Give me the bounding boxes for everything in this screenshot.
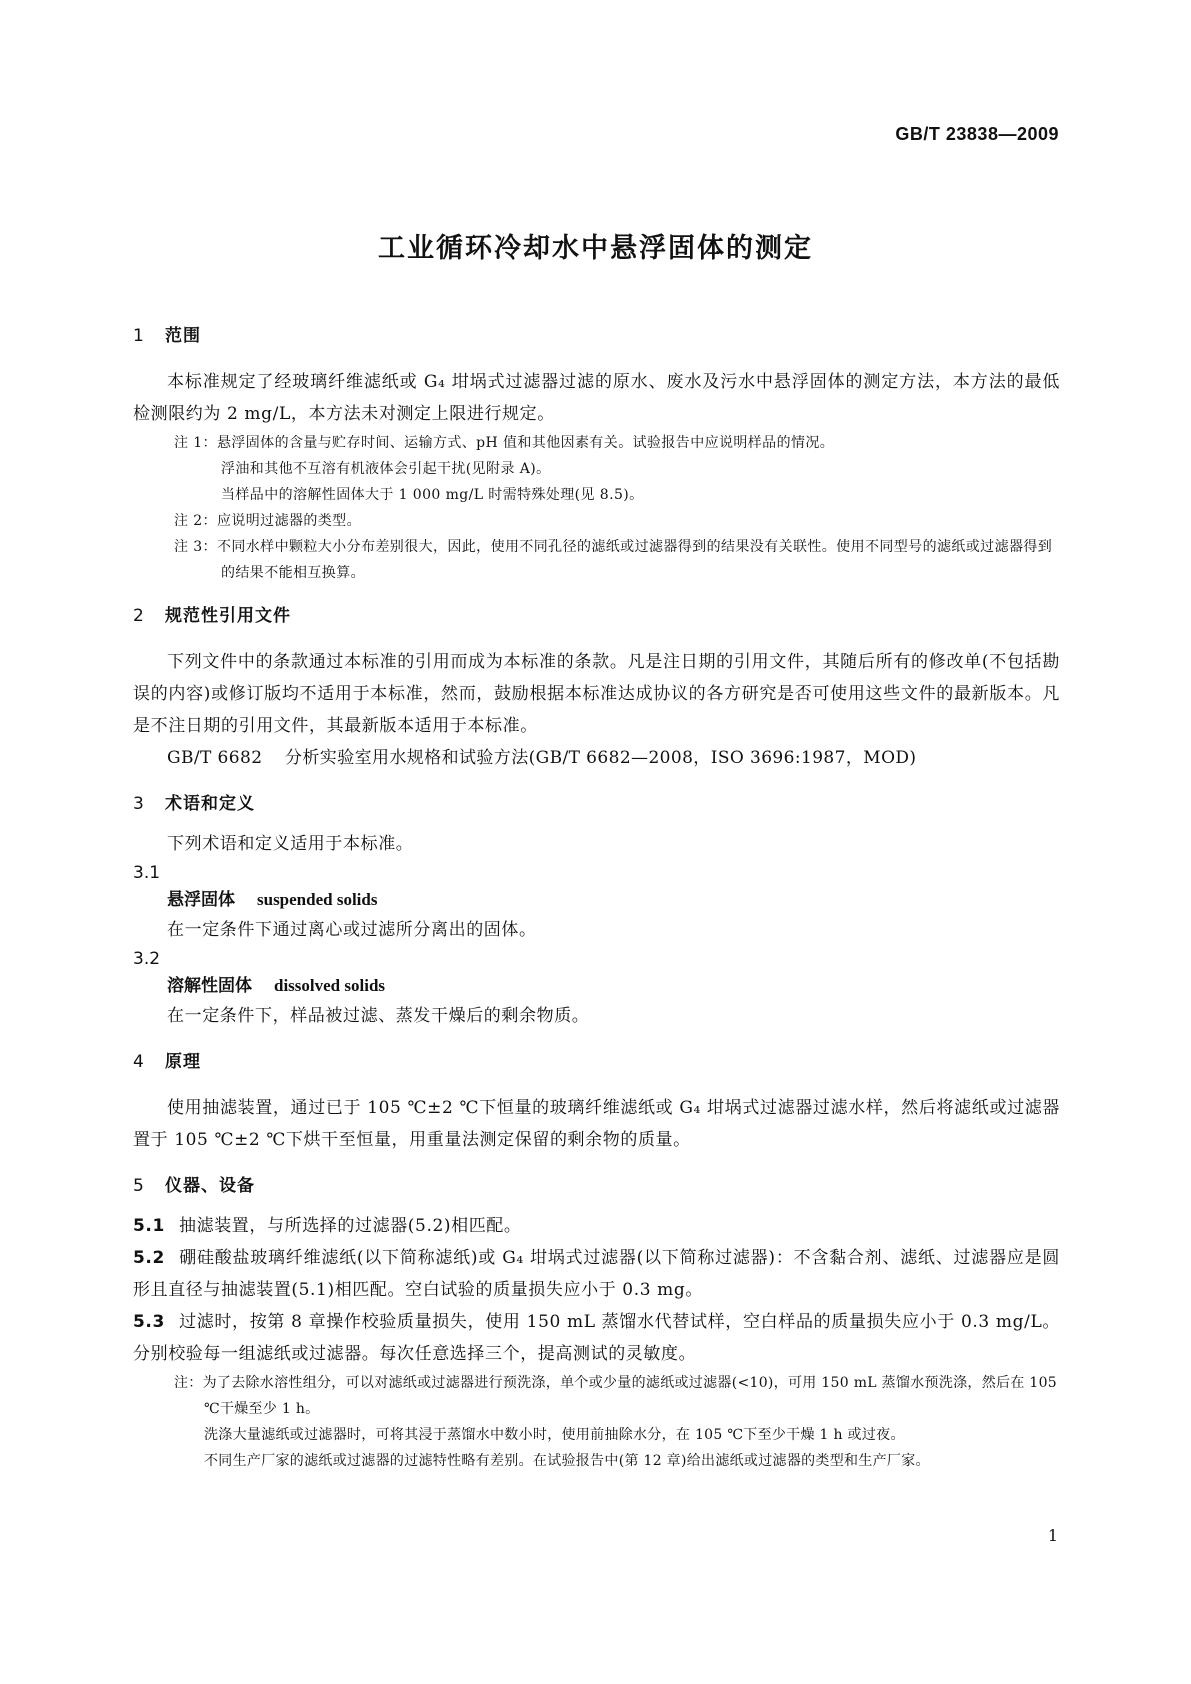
section-number: 1 (133, 326, 145, 346)
section-3-heading (133, 792, 1060, 816)
item-number: 5.1 (133, 1216, 165, 1236)
note-1-line-3: 当样品中的溶解性固体大于 1 000 mg/L 时需特殊处理(见 8.5)。 (221, 487, 644, 503)
note-text: 悬浮固体的含量与贮存时间、运输方式、pH 值和其他因素有关。试验报告中应说明样品的情况。 (216, 435, 835, 451)
document-title: 工业循环冷却水中悬浮固体的测定 (378, 233, 813, 264)
note-1-line-2: 浮油和其他不互溶有机液体会引起干扰(见附录 A)。 (221, 461, 551, 477)
item-text: 抽滤装置，与所选择的过滤器(5.2)相匹配。 (179, 1216, 522, 1236)
section-title: 范围 (165, 326, 201, 346)
section-title: 仪器、设备 (165, 1176, 255, 1196)
section-number: 5 (133, 1176, 145, 1196)
note-text: 为了去除水溶性组分，可以对滤纸或过滤器进行预洗涤，单个或少量的滤纸或过滤器(<10)，可用 150 mL 蒸馏水预洗涤，然后在 105 ℃干燥至少 1 h。 (202, 1375, 1057, 1417)
note-label: 注 2： (174, 513, 217, 529)
term-en: dissolved solids (274, 976, 386, 995)
standard-number: GB/T 23838—2009 (895, 124, 1059, 144)
section-2-heading (133, 604, 1060, 628)
page-number: 1 (1047, 1526, 1058, 1545)
reference-title: 分析实验室用水规格和试验方法(GB/T 6682—2008，ISO 3696:1987，MOD) (285, 748, 917, 768)
note-label: 注 1： (174, 435, 217, 451)
term-zh: 溶解性固体 (167, 976, 252, 996)
principle-paragraph: 使用抽滤装置，通过已于 105 ℃±2 ℃下恒量的玻璃纤维滤纸或 G₄ 坩埚式过滤器过滤水样，然后将滤纸或过滤器置于 105 ℃±2 ℃下烘干至恒量，用重量法测定保留的剩余物的质量。 (133, 1098, 1060, 1150)
section-number: 3 (133, 794, 145, 814)
document-body (133, 324, 1060, 1474)
term-3-1-definition: 在一定条件下通过离心或过滤所分离出的固体。 (167, 920, 537, 940)
normative-references-paragraph: 下列文件中的条款通过本标准的引用而成为本标准的条款。凡是注日期的引用文件，其随后所有的修改单(不包括勘误的内容)或修订版均不适用于本标准，然而，鼓励根据本标准达成协议的各方研究是否可使用这些文件的最新版本。凡是不注日期的引用文件，其最新版本适用于本标准。 (133, 652, 1060, 736)
section-1-heading (133, 324, 1060, 348)
item-5-3 (133, 1306, 1060, 1370)
note-label: 注 3： (174, 539, 217, 555)
term-3-1 (133, 886, 1060, 914)
item-5-2 (133, 1242, 1060, 1306)
note-text: 不同水样中颗粒大小分布差别很大，因此，使用不同孔径的滤纸或过滤器得到的结果没有关联性。使用不同型号的滤纸或过滤器得到的结果不能相互换算。 (216, 539, 1053, 581)
terms-intro: 下列术语和定义适用于本标准。 (167, 834, 414, 854)
item-5-3-note-line-2: 洗涤大量滤纸或过滤器时，可将其浸于蒸馏水中数小时，使用前抽除水分，在 105 ℃下至少干燥 1 h 或过夜。 (204, 1427, 905, 1443)
note-text: 应说明过滤器的类型。 (216, 513, 361, 529)
section-title: 规范性引用文件 (165, 606, 291, 626)
term-en: suspended solids (257, 890, 378, 909)
section-title: 术语和定义 (165, 794, 255, 814)
term-3-2 (133, 972, 1060, 1000)
reference-code: GB/T 6682 (167, 748, 263, 768)
reference-entry (133, 742, 1060, 774)
item-number: 5.3 (133, 1312, 165, 1332)
scope-paragraph: 本标准规定了经玻璃纤维滤纸或 G₄ 坩埚式过滤器过滤的原水、废水及污水中悬浮固体的测定方法，本方法的最低检测限约为 2 mg/L，本方法未对测定上限进行规定。 (133, 372, 1060, 424)
section-number: 2 (133, 606, 145, 626)
item-text: 硼硅酸盐玻璃纤维滤纸(以下简称滤纸)或 G₄ 坩埚式过滤器(以下简称过滤器)：不含黏合剂、滤纸、过滤器应是圆形且直径与抽滤装置(5.1)相匹配。空白试验的质量损失应小于 0.3 mg。 (133, 1248, 1060, 1300)
note-2 (174, 508, 1060, 534)
item-5-3-note-line-3: 不同生产厂家的滤纸或过滤器的过滤特性略有差别。在试验报告中(第 12 章)给出滤纸或过滤器的类型和生产厂家。 (204, 1453, 930, 1469)
term-number-3-2: 3.2 (133, 949, 161, 969)
section-4-heading (133, 1050, 1060, 1074)
note-label: 注： (174, 1375, 203, 1391)
item-number: 5.2 (133, 1248, 165, 1268)
note-1 (174, 430, 1060, 456)
item-5-3-note (174, 1370, 1060, 1422)
term-3-2-definition: 在一定条件下，样品被过滤、蒸发干燥后的剩余物质。 (167, 1006, 590, 1026)
section-5-heading (133, 1174, 1060, 1198)
item-5-1 (133, 1210, 1060, 1242)
term-zh: 悬浮固体 (167, 890, 235, 910)
section-title: 原理 (165, 1052, 201, 1072)
section-number: 4 (133, 1052, 145, 1072)
term-number-3-1: 3.1 (133, 863, 161, 883)
note-3 (174, 534, 1060, 586)
item-text: 过滤时，按第 8 章操作校验质量损失，使用 150 mL 蒸馏水代替试样，空白样品的质量损失应小于 0.3 mg/L。分别校验每一组滤纸或过滤器。每次任意选择三个，提高测试的灵敏度。 (133, 1312, 1060, 1364)
